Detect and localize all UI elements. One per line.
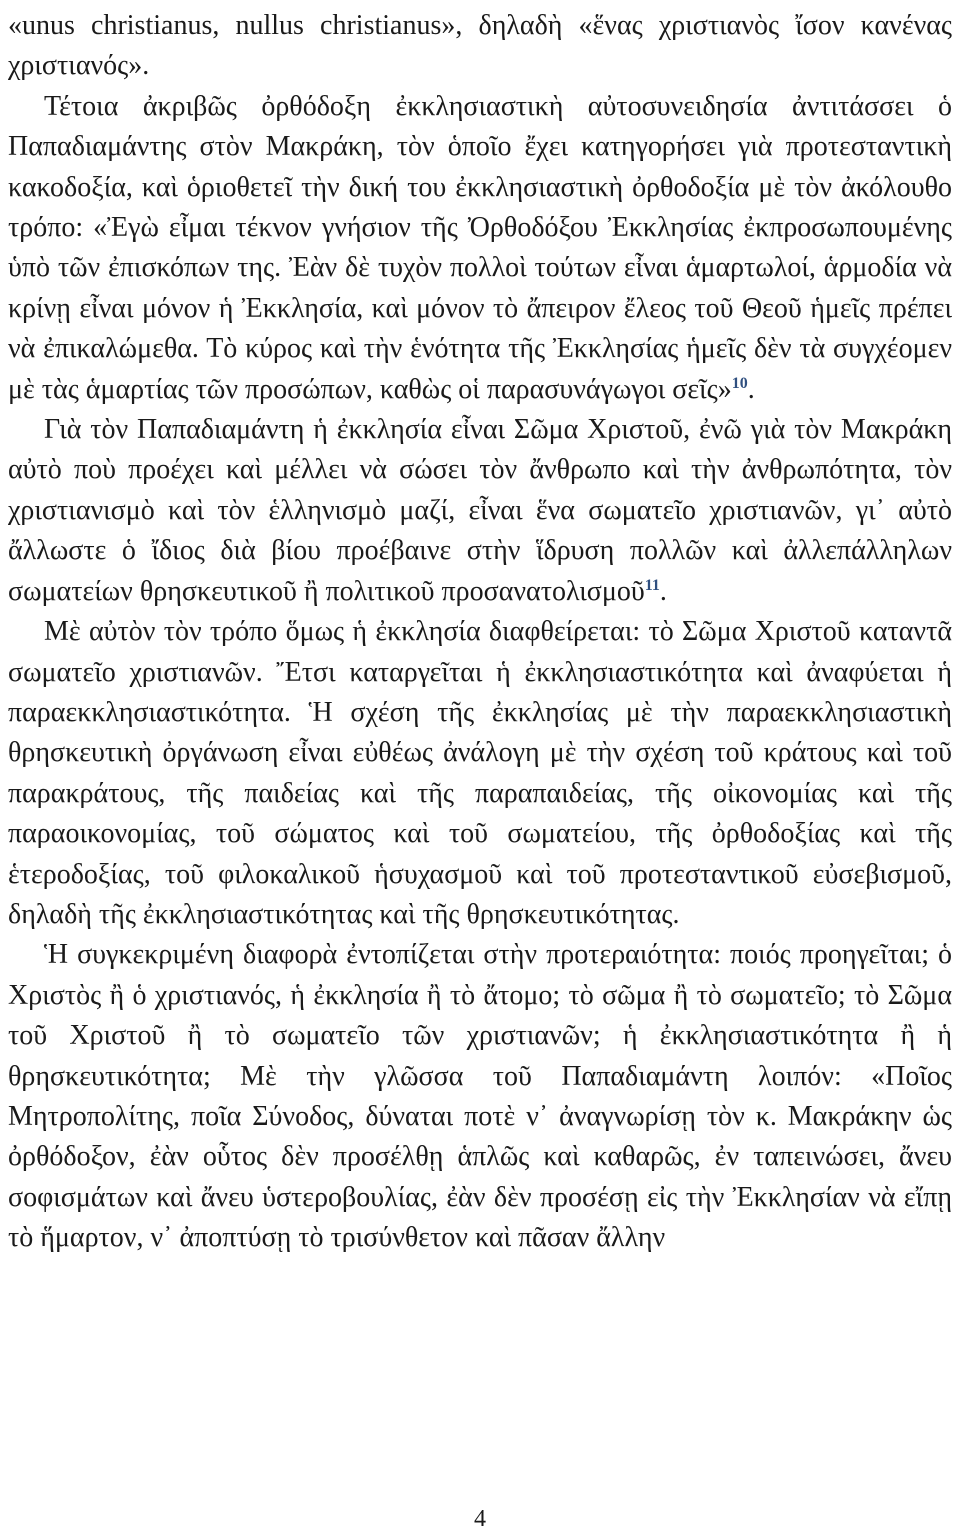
page-number: 4	[474, 1506, 486, 1532]
footnote-ref-10[interactable]: 10	[731, 374, 748, 392]
paragraph-5	[8, 935, 952, 1258]
paragraph-5-text: Ἡ συγκεκριμένη διαφορὰ ἐντοπίζεται στὴν προτεραιότητα: ποιός προηγεῖται; ὁ Χριστὸς ἢ ὁ χριστιανός, ἡ ἐκκλησία ἢ τὸ ἄτομο; τὸ σῶμα ἢ τὸ σωματεῖο; τὸ Σῶμα τοῦ Χριστοῦ ἢ τὸ σωματεῖο τῶν χριστιανῶν; ἡ ἐκκλησιαστικότητα ἢ ἡ θρησκευτικότητα; Μὲ τὴν γλῶσσα τοῦ Παπαδιαμάντη λοιπόν: «Ποῖος Μητροπολίτης, ποῖα Σύνοδος, δύναται ποτὲ ν᾽ ἀναγνωρίσῃ τὸν κ. Μακράκην ὡς ὀρθόδοξον, ἐὰν οὗτος δὲν προσέλθῃ ἁπλῶς καὶ καθαρῶς, ἐν ταπεινώσει, ἄνευ σοφισμάτων καὶ ἄνευ ὑστεροβουλίας, ἐὰν δὲν προσέσῃ εἰς τὴν Ἐκκλησίαν νὰ εἴπῃ τὸ ἥμαρτον, ν᾽ ἀποπτύσῃ τὸ τρισύνθετον καὶ πᾶσαν ἄλλην	[8, 939, 952, 1254]
paragraph-3	[8, 410, 952, 612]
paragraph-2-end: .	[747, 373, 755, 405]
paragraph-4	[8, 612, 952, 935]
paragraph-1-text: «unus christianus, nullus christianus», δηλαδὴ «ἕνας χριστιανὸς ἴσον κανένας χριστιανός».	[8, 10, 952, 82]
footnote-ref-11[interactable]: 11	[644, 576, 660, 594]
paragraph-3-text: Γιὰ τὸν Παπαδιαμάντη ἡ ἐκκλησία εἶναι Σῶμα Χριστοῦ, ἐνῶ γιὰ τὸν Μακράκη αὐτὸ ποὺ προέχει καὶ μέλλει νὰ σώσει τὸν ἄνθρωπο καὶ τὴν ἀνθρωπότητα, τὸν χριστιανισμὸ καὶ τὸν ἑλληνισμὸ μαζί, εἶναι ἕνα σωματεῖο χριστιανῶν, γι᾽ αὐτὸ ἄλλωστε ὁ ἴδιος διὰ βίου προέβαινε στὴν ἵδρυση πολλῶν καὶ ἀλλεπάλληλων σωματείων θρησκευτικοῦ ἢ πολιτικοῦ προσανατολισμοῦ	[8, 414, 952, 607]
document-page	[8, 0, 952, 1536]
paragraph-2-text: Τέτοια ἀκριβῶς ὀρθόδοξη ἐκκλησιαστικὴ αὐτοσυνειδησία ἀντιτάσσει ὁ Παπαδιαμάντης στὸν Μακράκη, τὸν ὁποῖο ἔχει κατηγορήσει γιὰ προτεσταντικὴ κακοδοξία, καὶ ὁριοθετεῖ τὴν δική του ἐκκλησιαστικὴ ὀρθοδοξία μὲ τὸν ἀκόλουθο τρόπο: «Ἐγὼ εἶμαι τέκνον γνήσιον τῆς Ὀρθοδόξου Ἐκκλησίας ἐκπροσωπουμένης ὑπὸ τῶν ἐπισκόπων της. Ἐὰν δὲ τυχὸν πολλοὶ τούτων εἶναι ἁμαρτωλοί, ἁρμοδία νὰ κρίνῃ εἶναι μόνον ἡ Ἐκκλησία, καὶ μόνον τὸ ἄπειρον ἔλεος τοῦ Θεοῦ ἡμεῖς πρέπει νὰ ἐπικαλώμεθα. Τὸ κύρος καὶ τὴν ἑνότητα τῆς Ἐκκλησίας ἡμεῖς δὲν τὰ συγχέομεν μὲ τὰς ἁμαρτίας τῶν προσώπων, καθὼς οἱ παρασυνάγωγοι σεῖς»	[8, 90, 952, 405]
paragraph-4-text: Μὲ αὐτὸν τὸν τρόπο ὅμως ἡ ἐκκλησία διαφθείρεται: τὸ Σῶμα Χριστοῦ καταντᾶ σωματεῖο χριστιανῶν. Ἔτσι καταργεῖται ἡ ἐκκλησιαστικότητα καὶ ἀναφύεται ἡ παραεκκλησιαστικότητα. Ἡ σχέση τῆς ἐκκλησίας μὲ τὴν παραεκκλησιαστικὴ θρησκευτικὴ ὀργάνωση εἶναι εὐθέως ἀνάλογη μὲ τὴν σχέση τοῦ κράτους καὶ τοῦ παρακράτους, τῆς παιδείας καὶ τῆς παραπαιδείας, τῆς οἰκονομίας καὶ τῆς παραοικονομίας, τοῦ σώματος καὶ τοῦ σωματείου, τῆς ὀρθοδοξίας καὶ τῆς ἑτεροδοξίας, τοῦ φιλοκαλικοῦ ἡσυχασμοῦ καὶ τοῦ προτεσταντικοῦ εὐσεβισμοῦ, δηλαδὴ τῆς ἐκκλησιαστικότητας καὶ τῆς θρησκευτικότητας.	[8, 616, 952, 930]
paragraph-2	[8, 87, 952, 410]
body-text	[8, 6, 952, 1259]
paragraph-3-end: .	[659, 575, 667, 607]
paragraph-1	[8, 6, 952, 87]
